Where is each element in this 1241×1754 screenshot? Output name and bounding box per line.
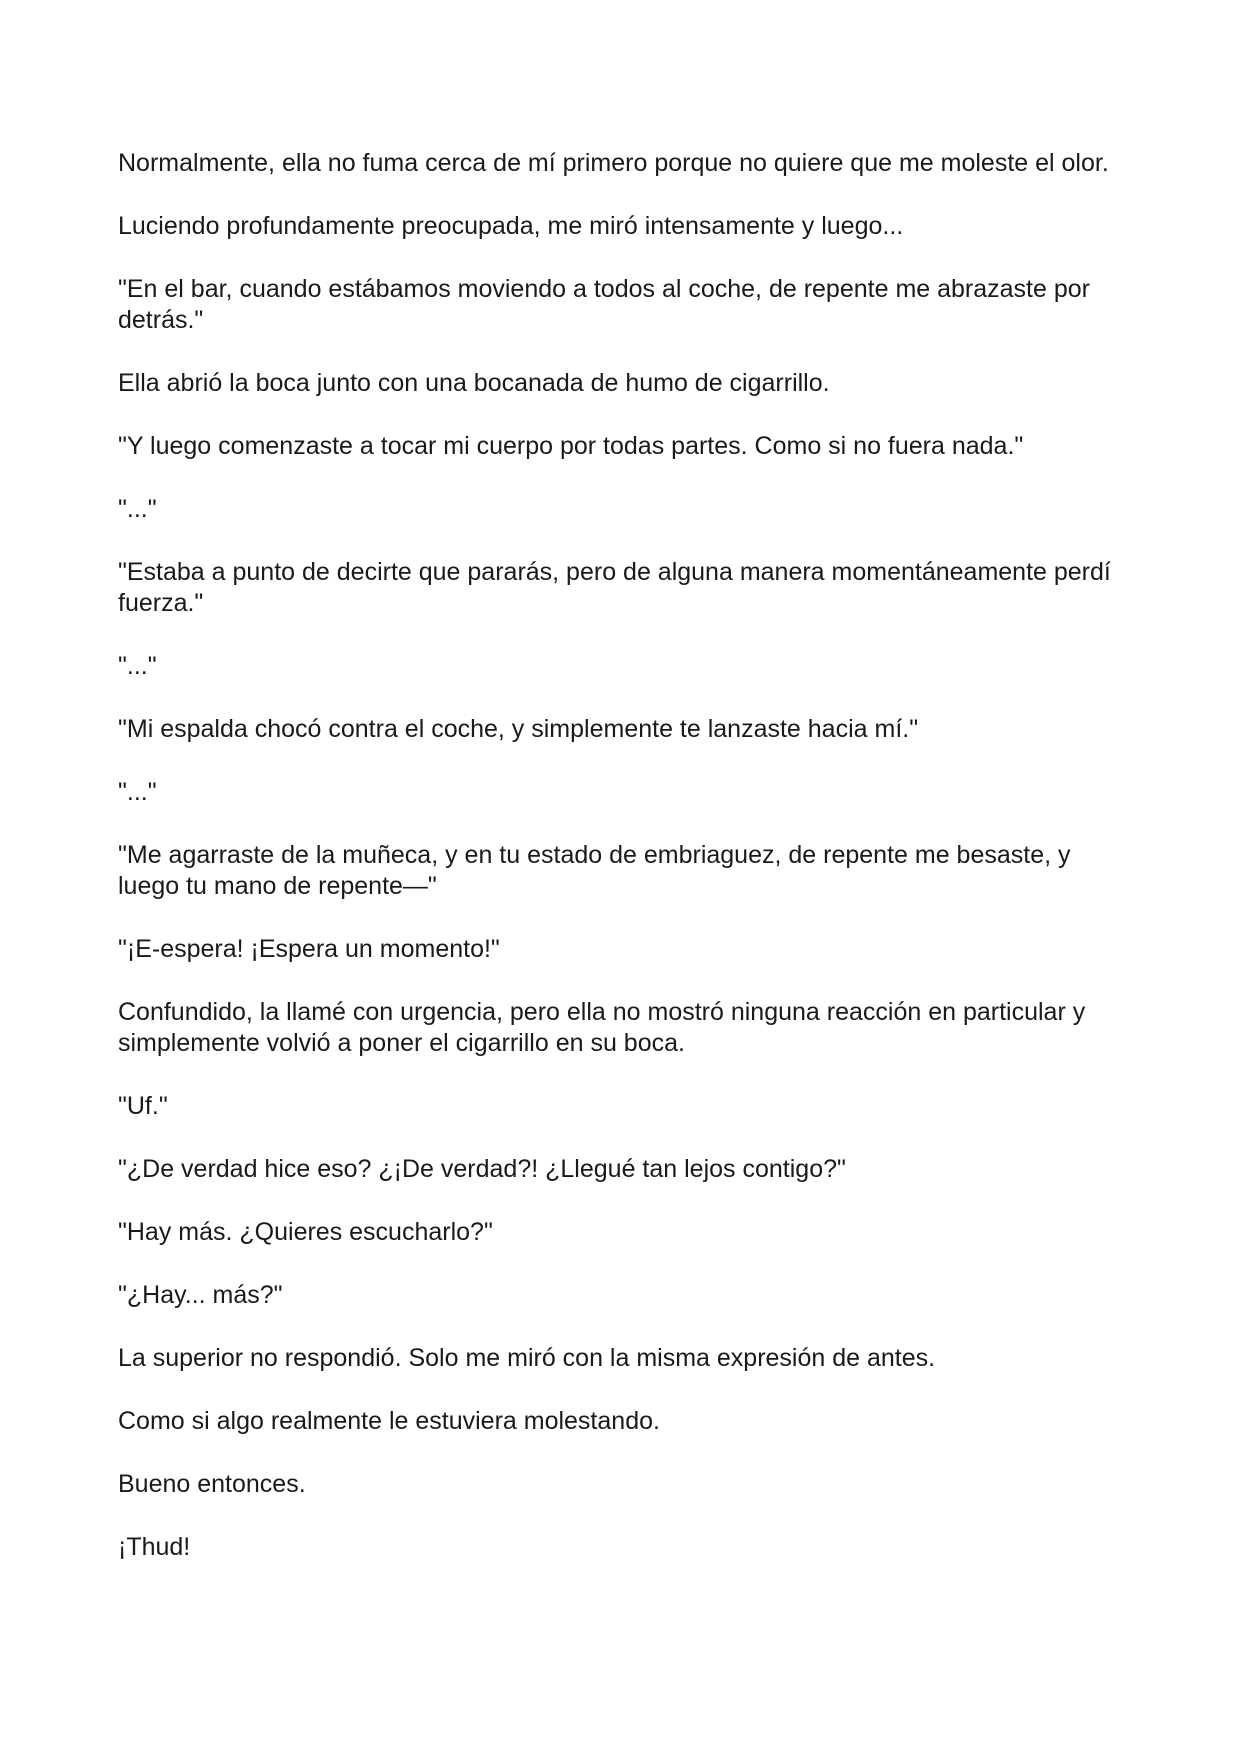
paragraph: La superior no respondió. Solo me miró con la misma expresión de antes. [118, 1344, 936, 1372]
paragraph: "Mi espalda chocó contra el coche, y simplemente te lanzaste hacia mí." [118, 715, 919, 743]
document-body [118, 148, 1123, 1595]
paragraph: "Me agarraste de la muñeca, y en tu estado de embriaguez, de repente me besaste, y luego tu mano de repente—" [118, 841, 1071, 900]
paragraph: "..." [118, 778, 157, 806]
paragraph: "Estaba a punto de decirte que pararás, pero de alguna manera momentáneamente perdí fuerza." [118, 558, 1111, 617]
paragraph: "En el bar, cuando estábamos moviendo a todos al coche, de repente me abrazaste por detrás." [118, 275, 1090, 334]
paragraph: Como si algo realmente le estuviera molestando. [118, 1407, 660, 1435]
paragraph: "Uf." [118, 1092, 168, 1120]
paragraph: "¿Hay... más?" [118, 1281, 283, 1309]
paragraph: "..." [118, 652, 157, 680]
paragraph: "Y luego comenzaste a tocar mi cuerpo por todas partes. Como si no fuera nada." [118, 432, 1024, 460]
paragraph: Bueno entonces. [118, 1470, 306, 1498]
paragraph: Ella abrió la boca junto con una bocanada de humo de cigarrillo. [118, 369, 830, 397]
paragraph: "¿De verdad hice eso? ¿¡De verdad?! ¿Llegué tan lejos contigo?" [118, 1155, 846, 1183]
paragraph: Luciendo profundamente preocupada, me miró intensamente y luego... [118, 212, 904, 240]
paragraph: Confundido, la llamé con urgencia, pero ella no mostró ninguna reacción en particular y simplemente volvió a poner el cigarrillo en su boca. [118, 998, 1086, 1057]
paragraph: "Hay más. ¿Quieres escucharlo?" [118, 1218, 493, 1246]
paragraph: ¡Thud! [118, 1533, 191, 1561]
paragraph: "¡E-espera! ¡Espera un momento!" [118, 935, 500, 963]
paragraph: Normalmente, ella no fuma cerca de mí primero porque no quiere que me moleste el olor. [118, 149, 1109, 177]
paragraph: "..." [118, 495, 157, 523]
